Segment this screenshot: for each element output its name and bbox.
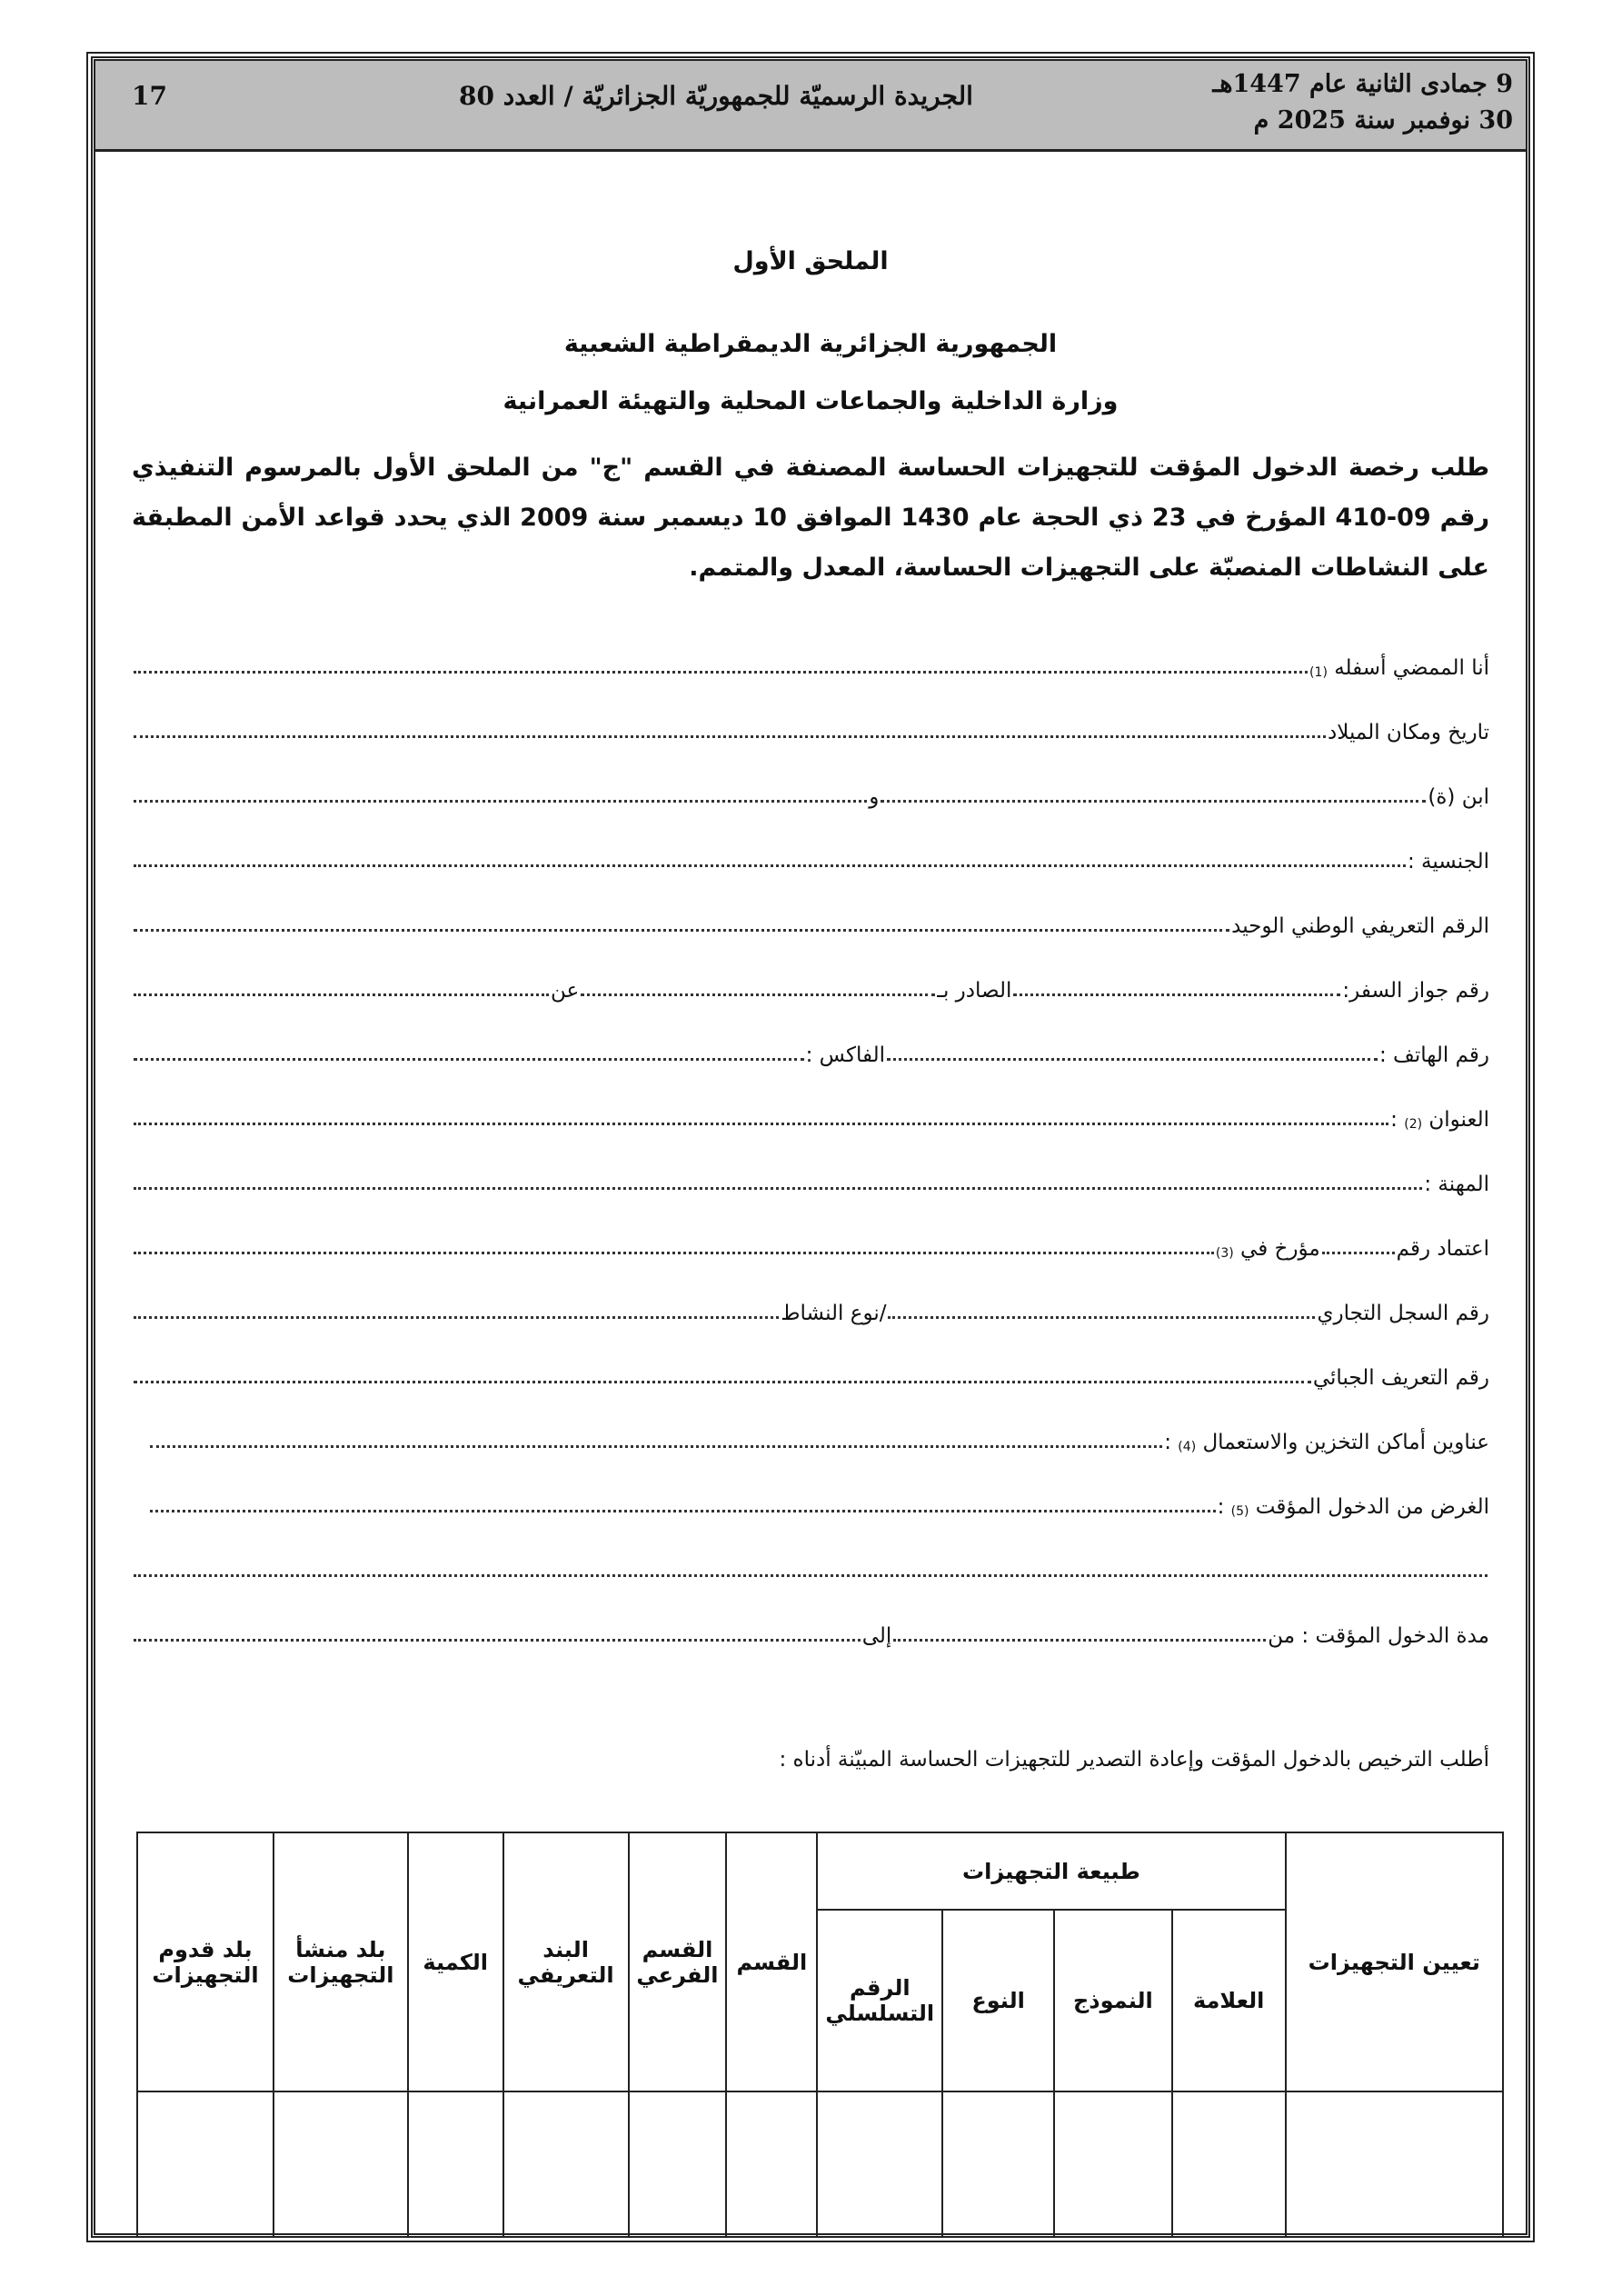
- table-row: [137, 2091, 1503, 2237]
- request-statement: أطلب الترخيص بالدخول المؤقت وإعادة التصدير للتجهيزات الحساسة المبيّنة أدناه :: [779, 1748, 1489, 1772]
- footnote: (4): [1178, 1440, 1197, 1454]
- label: :: [1164, 1431, 1171, 1454]
- fill-line[interactable]: [134, 864, 1406, 867]
- label: رقم التعريف الجبائي: [1312, 1366, 1489, 1390]
- field-purpose[interactable]: [132, 1454, 1489, 1519]
- label: عن: [550, 979, 580, 1003]
- cell[interactable]: [629, 2091, 727, 2237]
- fill-line[interactable]: [134, 993, 549, 996]
- field-nationality[interactable]: [132, 809, 1489, 873]
- page-number: 17: [132, 81, 167, 111]
- field-trade-register[interactable]: [132, 1261, 1489, 1325]
- th-tariff: البند التعريفي: [503, 1832, 629, 2091]
- cell[interactable]: [1054, 2091, 1172, 2237]
- footnote: (3): [1215, 1246, 1234, 1261]
- th-subsection: القسم الفرعي: [629, 1832, 727, 2091]
- field-purpose-cont[interactable]: [132, 1519, 1489, 1583]
- date-gregorian: 30 نوفمبر سنة 2025 م: [1253, 106, 1513, 135]
- gazette-header: [95, 61, 1526, 152]
- th-model: النموذج: [1054, 1910, 1172, 2091]
- cell[interactable]: [942, 2091, 1054, 2237]
- label: رقم جواز السفر:: [1342, 979, 1489, 1003]
- label: :: [1217, 1495, 1225, 1519]
- form-fields: [132, 615, 1489, 1648]
- th-type: النوع: [942, 1910, 1054, 2091]
- fill-line[interactable]: [1013, 993, 1340, 996]
- label: رقم السجل التجاري: [1317, 1302, 1489, 1325]
- cell[interactable]: [1172, 2091, 1286, 2237]
- request-heading: طلب رخصة الدخول المؤقت للتجهيزات الحساسة المصنفة في القسم "ج" من الملحق الأول بالمرسوم التنفيذي رقم 09-410 المؤرخ في 23 ذي الحجة عام 1430 الموافق 10 ديسمبر سنة 2009 الذي يحدد قواعد الأمن المطبقة على النشاطات المنصبّة على التجهيزات الحساسة، المعدل والمتمم.: [132, 454, 1489, 582]
- field-storage[interactable]: [132, 1390, 1489, 1454]
- cell[interactable]: [137, 2091, 274, 2237]
- th-section: القسم: [726, 1832, 817, 2091]
- field-profession[interactable]: [132, 1132, 1489, 1196]
- field-phone[interactable]: [132, 1003, 1489, 1067]
- fill-line[interactable]: [134, 735, 1326, 738]
- label: تاريخ ومكان الميلاد: [1327, 721, 1489, 744]
- field-parent[interactable]: [132, 744, 1489, 809]
- fill-line[interactable]: [134, 1123, 1388, 1125]
- fill-line[interactable]: [134, 1381, 1311, 1383]
- label: مؤرخ في: [1240, 1237, 1320, 1261]
- field-tax-id[interactable]: [132, 1325, 1489, 1390]
- th-designation: تعيين التجهيزات: [1286, 1832, 1503, 2091]
- th-nature-group: طبيعة التجهيزات: [817, 1832, 1285, 1910]
- label: إلى: [861, 1624, 892, 1648]
- ministry-title: وزارة الداخلية والجماعات المحلية والتهيئة العمرانية: [503, 387, 1119, 415]
- cell[interactable]: [726, 2091, 817, 2237]
- equipment-table: [136, 1832, 1504, 2238]
- fill-line[interactable]: [581, 993, 935, 996]
- label: الجنسية :: [1407, 850, 1489, 873]
- field-accreditation[interactable]: [132, 1196, 1489, 1261]
- page-frame: [91, 56, 1530, 2238]
- label: و: [869, 785, 880, 809]
- label: عناوين أماكن التخزين والاستعمال: [1202, 1431, 1489, 1454]
- fill-line[interactable]: [887, 1058, 1378, 1061]
- cell[interactable]: [274, 2091, 408, 2237]
- th-quantity: الكمية: [408, 1832, 503, 2091]
- label: المهنة :: [1424, 1173, 1489, 1196]
- header-title: الجريدة الرسميّة للجمهوريّة الجزائريّة / العدد 80: [459, 81, 973, 111]
- fill-line[interactable]: [134, 1639, 861, 1642]
- fill-line[interactable]: [134, 671, 1308, 674]
- cell[interactable]: [1286, 2091, 1503, 2237]
- label: الصادر بـ: [937, 979, 1012, 1003]
- field-address[interactable]: [132, 1067, 1489, 1132]
- label: اعتماد رقم: [1396, 1237, 1489, 1261]
- fill-line[interactable]: [134, 1187, 1422, 1190]
- republic-title: الجمهورية الجزائرية الديمقراطية الشعبية: [563, 330, 1058, 358]
- th-provenance: بلد قدوم التجهيزات: [137, 1832, 274, 2091]
- cell[interactable]: [817, 2091, 942, 2237]
- fill-line[interactable]: [881, 800, 1426, 803]
- fill-line[interactable]: [134, 929, 1229, 932]
- header-date: [1212, 66, 1513, 139]
- field-nin[interactable]: [132, 873, 1489, 938]
- label: الغرض من الدخول المؤقت: [1255, 1495, 1489, 1519]
- fill-line[interactable]: [888, 1316, 1315, 1319]
- fill-line[interactable]: [134, 1316, 779, 1319]
- footnote: (5): [1230, 1504, 1249, 1519]
- footnote: (2): [1404, 1117, 1423, 1132]
- fill-line[interactable]: [150, 1510, 1216, 1512]
- label: الرقم التعريفي الوطني الوحيد: [1231, 914, 1489, 938]
- fill-line[interactable]: [134, 1252, 1214, 1254]
- fill-line[interactable]: [893, 1639, 1266, 1642]
- date-hijri: 9 جمادى الثانية عام 1447هـ: [1212, 70, 1513, 98]
- annex-title: الملحق الأول: [732, 247, 889, 275]
- fill-line[interactable]: [134, 800, 867, 803]
- label: أنا الممضي أسفله: [1334, 656, 1489, 680]
- footnote: (1): [1309, 665, 1328, 680]
- label: رقم الهاتف :: [1379, 1043, 1489, 1067]
- label: الفاكس :: [805, 1043, 885, 1067]
- cell[interactable]: [503, 2091, 629, 2237]
- field-birth[interactable]: [132, 680, 1489, 744]
- label: ابن (ة): [1428, 785, 1489, 809]
- cell[interactable]: [408, 2091, 503, 2237]
- fill-line[interactable]: [1322, 1252, 1395, 1254]
- field-signatory[interactable]: [132, 615, 1489, 680]
- fill-line[interactable]: [134, 1574, 1488, 1577]
- th-origin: بلد منشأ التجهيزات: [274, 1832, 408, 2091]
- th-serial: الرقم التسلسلي: [817, 1910, 942, 2091]
- label: مدة الدخول المؤقت : من: [1268, 1624, 1489, 1648]
- fill-line[interactable]: [134, 1058, 804, 1061]
- fill-line[interactable]: [150, 1445, 1162, 1448]
- label: /نوع النشاط: [781, 1302, 887, 1325]
- document-body: [132, 152, 1489, 1772]
- label: :: [1390, 1108, 1398, 1132]
- label: العنوان: [1428, 1108, 1489, 1132]
- th-brand: العلامة: [1172, 1910, 1286, 2091]
- field-duration[interactable]: [132, 1583, 1489, 1648]
- field-passport[interactable]: [132, 938, 1489, 1003]
